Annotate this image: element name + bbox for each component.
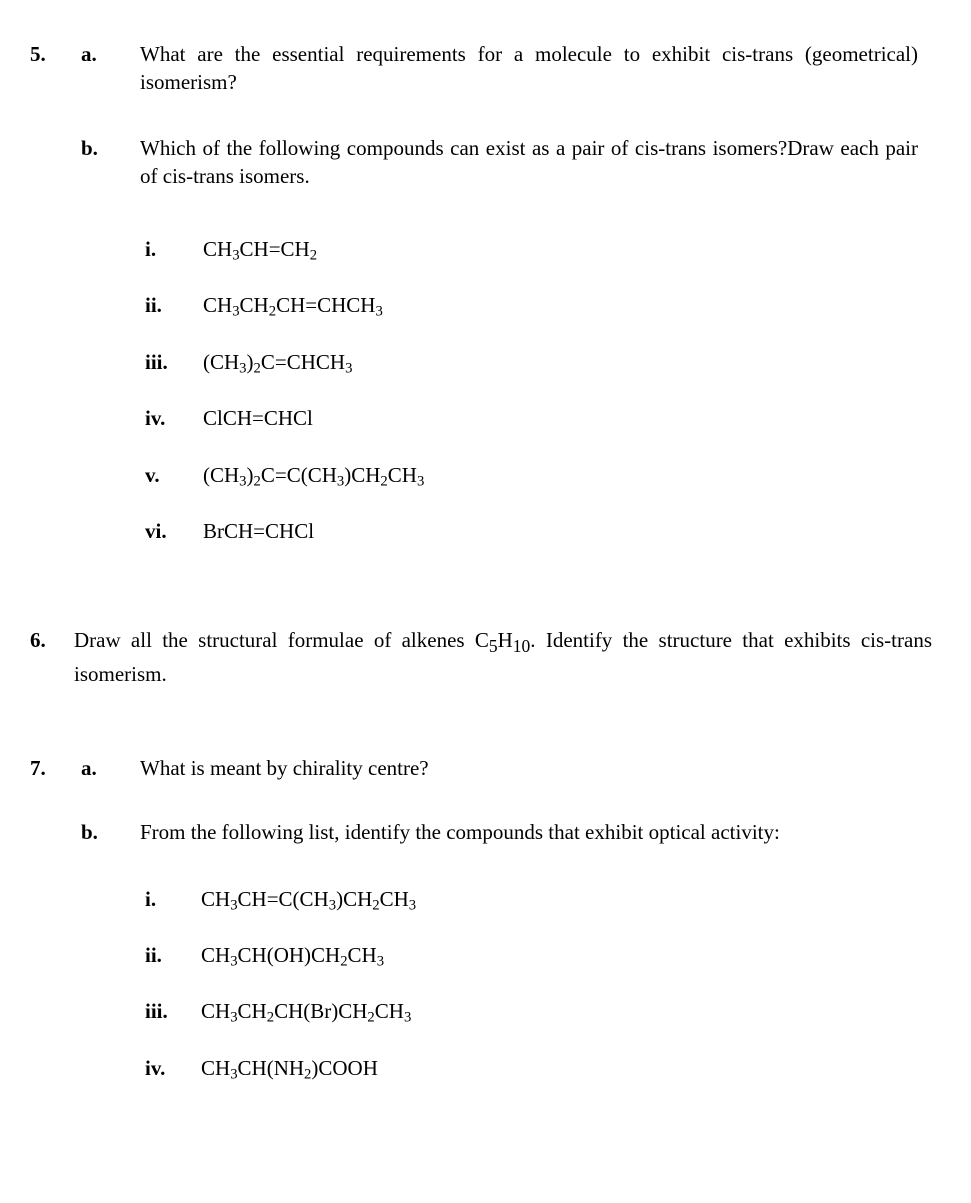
q7b-item-formula: $CH_3CH=C(CH_3)CH_2CH_3$ bbox=[201, 887, 417, 914]
q5b-item-label: iv. bbox=[145, 406, 166, 430]
q5-part-b-text: Which of the following compounds can exist as a pair of cis-trans isomers?Draw each pair of cis-trans isomers. bbox=[140, 136, 918, 188]
q7-part-a-label: a. bbox=[81, 756, 97, 780]
q7b-item-label: iii. bbox=[145, 999, 168, 1023]
q6-text: Draw all the structural formulae of alkenes $C_5H_{10}$. Identify the structure that exhibits cis-trans isomerism. bbox=[74, 628, 932, 687]
q5-part-b-label: b. bbox=[81, 136, 98, 160]
q5-part-a-label: a. bbox=[81, 42, 97, 66]
q7-part-b-label: b. bbox=[81, 820, 98, 844]
q5b-item-label: v. bbox=[145, 463, 160, 487]
question-number-5: 5. bbox=[30, 42, 46, 66]
q5b-item-label: iii. bbox=[145, 350, 168, 374]
q7b-item-formula: $CH_3CH_2CH(Br)CH_2CH_3$ bbox=[201, 999, 412, 1026]
q7b-item-label: i. bbox=[145, 887, 157, 911]
q5b-item-formula: $(CH_3)_2C=C(CH_3)CH_2CH_3$ bbox=[203, 463, 425, 490]
q7b-item-formula: $CH_3CH(NH_2)COOH$ bbox=[201, 1056, 378, 1083]
q7-part-a-text: What is meant by chirality centre? bbox=[140, 756, 429, 780]
question-number-7: 7. bbox=[30, 756, 46, 780]
q5b-item-formula: $CH_3CH=CH_2$ bbox=[203, 237, 318, 264]
q7b-item-label: ii. bbox=[145, 943, 162, 967]
q5b-item-formula: $CH_3CH_2CH=CHCH_3$ bbox=[203, 293, 383, 320]
q5-part-a-text: What are the essential requirements for a molecule to exhibit cis-trans (geometrical) isomerism? bbox=[140, 42, 918, 94]
q7b-item-formula: $CH_3CH(OH)CH_2CH_3$ bbox=[201, 943, 385, 970]
q5b-item-label: vi. bbox=[145, 519, 167, 543]
q7b-item-label: iv. bbox=[145, 1056, 166, 1080]
q5b-item-label: i. bbox=[145, 237, 157, 261]
q5b-item-formula: $(CH_3)_2C=CHCH_3$ bbox=[203, 350, 353, 377]
q5b-item-formula: ClCH=CHCl bbox=[203, 406, 313, 430]
q5b-item-label: ii. bbox=[145, 293, 162, 317]
q7-part-b-text: From the following list, identify the compounds that exhibit optical activity: bbox=[140, 820, 780, 844]
q5b-item-formula: BrCH=CHCl bbox=[203, 519, 315, 543]
question-number-6: 6. bbox=[30, 628, 46, 652]
